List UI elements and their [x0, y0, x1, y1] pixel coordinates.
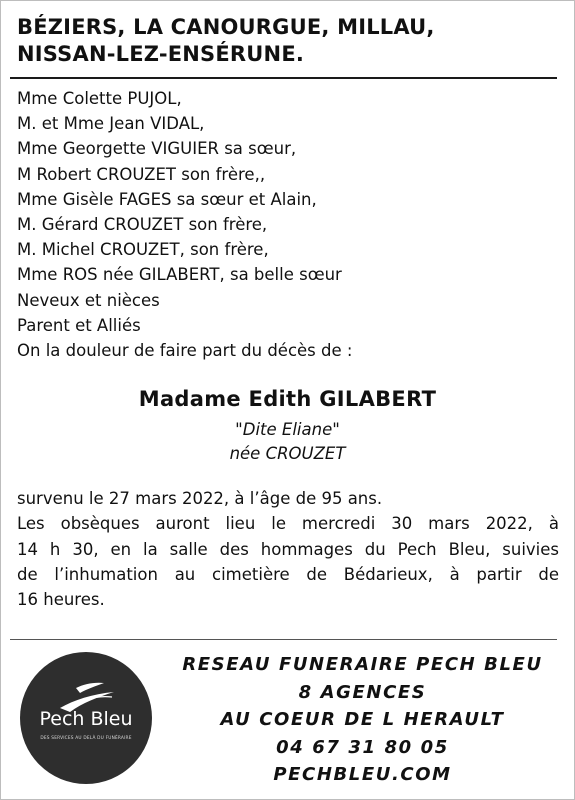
- location-heading: [17, 14, 557, 68]
- funeral-home-info: [165, 651, 560, 789]
- agency-count: 8 AGENCES: [298, 681, 427, 703]
- family-line: Neveux et nièces: [17, 290, 160, 310]
- deceased-name: Madame Edith GILABERT: [138, 387, 437, 411]
- location-line-2: NISSAN-LEZ-ENSÉRUNE.: [17, 42, 305, 66]
- region-line: AU COEUR DE L HERAULT: [220, 709, 505, 730]
- bottom-divider: [10, 639, 557, 640]
- funeral-details: [17, 486, 559, 612]
- family-line: Mme Georgette VIGUIER sa sœur,: [17, 139, 297, 159]
- deceased-block: [0, 382, 575, 466]
- family-line: M. Michel CROUZET, son frère,: [17, 240, 269, 260]
- details-line: Les obsèques auront lieu le mercredi 30 mars 2022, à: [17, 514, 559, 534]
- details-line: de l’inhumation au cimetière de Bédarieux, à partir de: [17, 564, 559, 584]
- deceased-nickname: "Dite Eliane": [235, 420, 340, 439]
- deceased-nickname-line: [0, 416, 575, 441]
- announcement-line: On la douleur de faire part du décès de :: [17, 341, 353, 361]
- family-line: M. et Mme Jean VIDAL,: [17, 114, 205, 134]
- family-line: Mme Gisèle FAGES sa sœur et Alain,: [17, 189, 317, 209]
- family-line: Mme Colette PUJOL,: [17, 89, 182, 108]
- location-line-1: BÉZIERS, LA CANOURGUE, MILLAU,: [17, 15, 435, 39]
- details-line: 14 h 30, en la salle des hommages du Pech Bleu, suivies: [17, 539, 559, 559]
- website: PECHBLEU.COM: [273, 764, 452, 785]
- details-line: 16 heures.: [17, 590, 105, 610]
- deceased-maiden-name: née CROUZET: [229, 444, 346, 463]
- network-name: RESEAU FUNERAIRE PECH BLEU: [182, 654, 543, 675]
- logo-name: Pech Bleu: [39, 708, 133, 730]
- top-divider: [10, 77, 557, 79]
- details-line: survenu le 27 mars 2022, à l’âge de 95 ans.: [17, 489, 383, 508]
- phone-number: 04 67 31 80 05: [276, 736, 449, 758]
- family-line: Mme ROS née GILABERT, sa belle sœur: [17, 265, 342, 285]
- logo-tagline: DES SERVICES AU DELÀ DU FUNÉRAIRE: [40, 736, 132, 741]
- family-line: Parent et Alliés: [17, 315, 141, 335]
- family-line: M Robert CROUZET son frère,,: [17, 164, 266, 184]
- family-line: M. Gérard CROUZET son frère,: [17, 215, 268, 235]
- pech-bleu-logo: [20, 652, 152, 784]
- family-list: [17, 86, 557, 363]
